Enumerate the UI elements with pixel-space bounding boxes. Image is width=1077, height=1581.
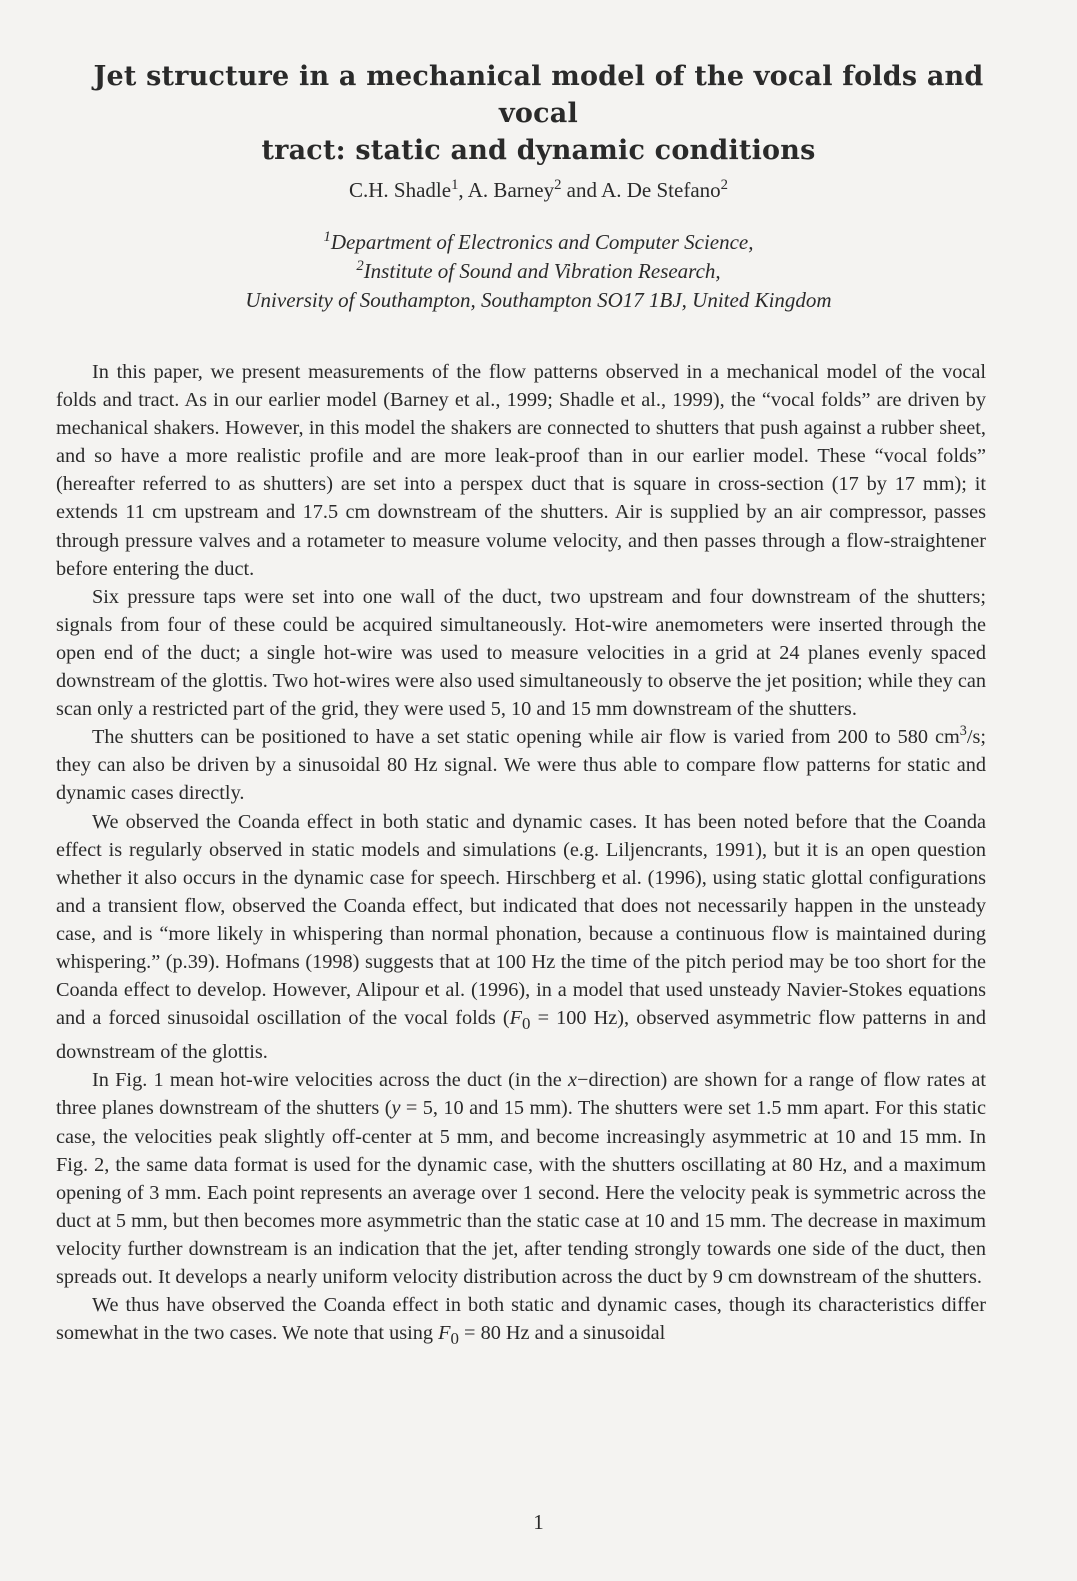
paragraph-4: [56, 808, 986, 1067]
author-separator: and: [561, 178, 602, 202]
paragraph-5-part-a: In Fig. 1 mean hot-wire velocities across the duct (in the: [92, 1069, 568, 1092]
math-y-symbol: y: [391, 1097, 401, 1120]
paragraph-1: In this paper, we present measurements of the flow patterns observed in a mechanical model of the vocal folds and tract. As in our earlier model (Barney et al., 1999; Shadle et al., 1999), the “vocal folds” are driven by mechanical shakers. However, in this model the shakers are connected to shutters that push against a rubber sheet, and so have a more realistic profile and are more leak-proof than in our earlier model. These “vocal folds” (hereafter referred to as shutters) are set into a perspex duct that is square in cross-section (17 by 17 mm); it extends 11 cm upstream and 17.5 cm downstream of the shutters. Air is supplied by an air compressor, passes through pressure valves and a rotameter to measure volume velocity, and then passes through a flow-straightener before entering the duct.: [56, 361, 986, 580]
affiliation-2-mark: 2: [356, 258, 364, 274]
author-2: A. Barney: [467, 178, 555, 202]
paragraph-3-superscript: 3: [959, 723, 967, 740]
title-line-1: Jet structure in a mechanical model of the vocal folds and vocal: [93, 61, 984, 129]
paragraph-4-part-b: = 100 Hz), observed asymmetric flow patterns in and downstream of the glottis.: [56, 1007, 986, 1064]
affiliation-2: [0, 257, 1077, 286]
affiliations: [0, 228, 1077, 315]
paper-title: [50, 58, 1027, 169]
math-f0-subscript: 0: [522, 1014, 531, 1034]
affiliation-1-mark: 1: [323, 229, 331, 245]
affiliation-1-text: Department of Electronics and Computer Science,: [330, 230, 754, 254]
paragraph-6-part-b: = 80 Hz and a sinusoidal: [458, 1322, 666, 1345]
affiliation-3: University of Southampton, Southampton SO17 1BJ, United Kingdom: [245, 288, 832, 312]
author-separator: ,: [458, 178, 468, 202]
affiliation-2-text: Institute of Sound and Vibration Research,: [363, 259, 721, 283]
page-number: 1: [533, 1510, 544, 1534]
title-line-2: tract: static and dynamic conditions: [261, 135, 816, 166]
paragraph-5-part-b: −direction) are shown for a range of flow rates at three planes downstream of the shutters (: [56, 1069, 986, 1120]
paragraph-3-part-a: The shutters can be positioned to have a set static opening while air flow is varied from 200 to 580 cm: [92, 726, 960, 749]
math-f0-subscript: 0: [450, 1329, 459, 1349]
math-f0-symbol: F: [438, 1322, 451, 1345]
paragraph-3-part-b: /s; they can also be driven by a sinusoidal 80 Hz signal. We were thus able to compare flow patterns for static and dynamic cases directly.: [56, 726, 986, 805]
paragraph-3: [56, 723, 986, 807]
author-list: [0, 178, 1077, 203]
paragraph-6: [56, 1291, 986, 1353]
author-1-affil-mark: 1: [451, 177, 459, 193]
paragraph-5-part-c: = 5, 10 and 15 mm). The shutters were set 1.5 mm apart. For this static case, the velocities peak slightly off-center at 5 mm, and become increasingly asymmetric at 10 and 15 mm. In Fig. 2, the same data format is used for the dynamic case, with the shutters oscillating at 80 Hz, and a maximum opening of 3 mm. Each point represents an average over 1 second. Here the velocity peak is symmetric across the duct at 5 mm, but then becomes more asymmetric than the static case at 10 and 15 mm. The decrease in maximum velocity further downstream is an indication that the jet, after tending strongly towards one side of the duct, then spreads out. It develops a nearly uniform velocity distribution across the duct by 9 cm downstream of the shutters.: [56, 1097, 986, 1289]
affiliation-1: [0, 228, 1077, 257]
author-3-affil-mark: 2: [720, 177, 728, 193]
author-1: C.H. Shadle: [349, 178, 452, 202]
author-2-affil-mark: 2: [554, 177, 562, 193]
author-3: A. De Stefano: [601, 178, 721, 202]
paragraph-5: [56, 1066, 986, 1291]
paragraph-4-part-a: We observed the Coanda effect in both static and dynamic cases. It has been noted before that the Coanda effect is regularly observed in static models and simulations (e.g. Liljencrants, 1991), but it is an open question whether it also occurs in the dynamic case for speech. Hirschberg et al. (1996), using static glottal configurations and a transient flow, observed the Coanda effect, but indicated that does not necessarily happen in the unsteady case, and is “more likely in whispering than normal phonation, because a continuous flow is maintained during whispering.” (p.39). Hofmans (1998) suggests that at 100 Hz the time of the pitch period may be too short for the Coanda effect to develop. However, Alipour et al. (1996), in a model that used unsteady Navier-Stokes equations and a forced sinusoidal oscillation of the vocal folds (: [56, 810, 986, 1030]
math-f0-symbol: F: [509, 1007, 523, 1030]
paragraph-6-part-a: We thus have observed the Coanda effect in both static and dynamic cases, though its characteristics differ somewhat in the two cases. We note that using: [56, 1294, 986, 1345]
body-text: [56, 358, 986, 1353]
paragraph-2: Six pressure taps were set into one wall of the duct, two upstream and four downstream of the shutters; signals from four of these could be acquired simultaneously. Hot-wire anemometers were inserted through the open end of the duct; a single hot-wire was used to measure velocities in a grid at 24 planes evenly spaced downstream of the glottis. Two hot-wires were also used simultaneously to observe the jet position; while they can scan only a restricted part of the grid, they were used 5, 10 and 15 mm downstream of the shutters.: [56, 585, 986, 721]
math-x-symbol: x: [568, 1069, 578, 1092]
